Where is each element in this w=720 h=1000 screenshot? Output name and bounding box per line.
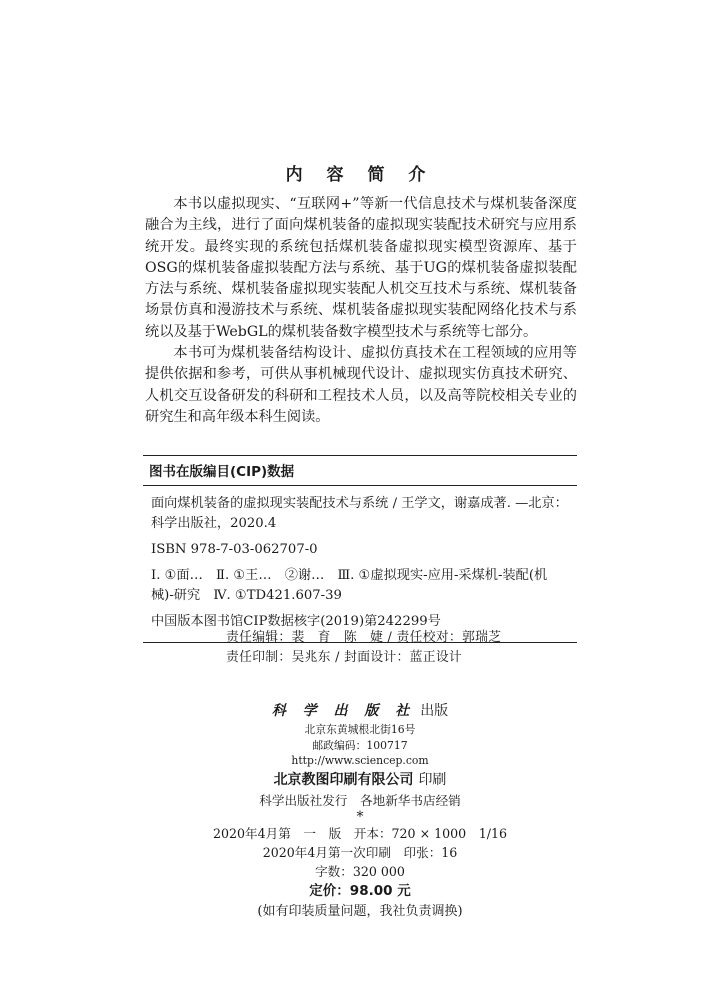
publisher-name: 科 学 出 版 社 [271, 703, 416, 719]
distribution-line: 科学出版社发行 各地新华书店经销 [259, 792, 461, 808]
proofreader-name: 郭瑞芝 [462, 630, 502, 645]
cip-body [143, 486, 577, 632]
publisher-address: 北京东黄城根北街16号 [304, 723, 416, 736]
printing-name: 吴兆东 [291, 649, 331, 665]
cover-label: 封面设计： [344, 649, 410, 665]
credits-divider: / [383, 630, 397, 645]
word-count-line: 字数：320 000 [315, 863, 405, 879]
printing-line: 2020年4月第一次印刷 印张：16 [262, 844, 458, 860]
printer-suffix: 印刷 [418, 771, 447, 788]
publisher-suffix: 出版 [420, 703, 449, 719]
printing-label: 责任印制： [226, 649, 292, 665]
editor-names: 裴 育 陈 婕 [291, 630, 384, 645]
cip-isbn: ISBN 978-7-03-062707-0 [151, 542, 318, 557]
cip-data-box [143, 455, 577, 643]
credits-row-editors [226, 628, 720, 648]
credits-divider: / [330, 649, 345, 665]
cip-title-line: 面向煤机装备的虚拟现实装配技术与系统 / 王学文，谢嘉成著. —北京：科学出版社，2020.4 [151, 496, 568, 531]
printer-name: 北京教图印刷有限公司 [273, 771, 414, 788]
summary-paragraph-1: 本书以虚拟现实、“互联网+”等新一代信息技术与煤机装备深度融合为主线，进行了面向煤机装备的虚拟现实装配技术研究与应用系统开发。最终实现的系统包括煤机装备虚拟现实模型资源库、基于OSG的煤机装备虚拟装配方法与系统、基于UG的煤机装备虚拟装配方法与系统、煤机装备虚拟现实装配人机交互技术与系统、煤机装备场景仿真和漫游技术与系统、煤机装备虚拟现实装配网络化技术与系统以及基于WebGL的煤机装备数字模型技术与系统等七部分。 [145, 196, 577, 340]
publication-info [0, 700, 720, 922]
credits [0, 628, 720, 667]
cover-name: 蓝正设计 [409, 649, 463, 665]
edition-line: 2020年4月第 一 版 开本：720 × 1000 1/16 [212, 825, 508, 841]
publisher-line [0, 700, 720, 722]
summary-paragraph-2: 本书可为煤机装备结构设计、虚拟仿真技术在工程领域的应用等提供依据和参考，可供从事机械现代设计、虚拟现实仿真技术研究、人机交互设备研发的科研和工程技术人员，以及高等院校相关专业的研究生和高年级本科生阅读。 [145, 345, 577, 425]
content-summary [145, 194, 577, 428]
publisher-postcode: 邮政编码：100717 [312, 738, 408, 752]
quality-notice: (如有印装质量问题，我社负责调换) [257, 903, 463, 919]
proofreader-label: 责任校对： [396, 630, 463, 645]
page-title: 内 容 简 介 [285, 165, 435, 185]
cip-header: 图书在版编目(CIP)数据 [143, 456, 577, 486]
editor-label: 责任编辑： [226, 630, 292, 645]
cip-number: 中国版本图书馆CIP数据核字(2019)第242299号 [151, 614, 441, 629]
separator-star: * [356, 808, 364, 825]
cip-classification: Ⅰ. ①面… Ⅱ. ①王… ②谢… Ⅲ. ①虚拟现实-应用-采煤机-装配(机械)-研究 Ⅳ. ①TD421.607-39 [151, 568, 548, 603]
publisher-website: http://www.sciencep.com [291, 754, 429, 767]
credits-row-printing [226, 648, 720, 668]
printer-line [0, 769, 720, 791]
price-line: 定价：98.00 元 [309, 882, 411, 899]
